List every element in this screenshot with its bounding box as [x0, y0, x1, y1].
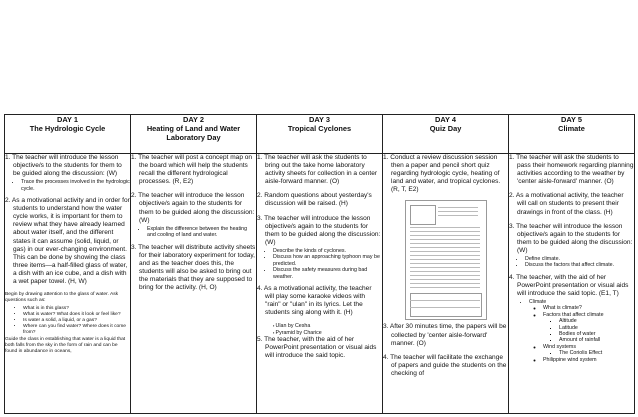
question-item: • Is water a solid, a liquid, or a gas?: [23, 318, 130, 324]
quiz-sheet-header-box: [410, 205, 436, 225]
quiz-sheet-line: [410, 287, 480, 288]
outline-item: ▪ Amount of rainfall: [559, 337, 634, 343]
note-text: Begin by drawing attention to the glass of water. Ask questions such as:: [5, 292, 119, 304]
step: 5. The teacher, with the aid of her PowerPoint presentation or visual aids will introduce the said topic.: [257, 336, 377, 360]
step: 3. The teacher will distribute activity sheets for their laboratory experiment for today, and as the teacher does this, the students will also be asked to bring out the materials that they are supposed to bring for the activity. (H, O): [131, 243, 256, 292]
quiz-sheet-line: [410, 255, 480, 256]
day-title: The Hydrologic Cycle: [29, 124, 106, 133]
song-item: ▪ Pyramid by Charice: [273, 330, 382, 336]
step: 2. Random questions about yesterday's discussion will be raised. (H): [257, 192, 372, 208]
outline-item: [529, 299, 634, 363]
step: 2. As a motivational activity and in order for students to understand how the water cycle works, it is important for them to review what they have already learned about water itself, and the different states it can assume (solid, liquid, or gas) in our ever-changing environment. This can be done by showing the class three items—a half-filled glass of water, a dish with an ice cube, and a dish with a wet paper towel. (H, W): [5, 197, 130, 286]
outline-item: ▪ Bodies of water: [559, 331, 634, 337]
day-4-header: [383, 115, 509, 154]
bullet-item: • Discuss the safety measures during bad weather.: [273, 267, 382, 280]
day-4-content: [383, 154, 509, 414]
outline-item: ◦ What is climate?: [543, 305, 634, 311]
day-3-header: [257, 115, 383, 154]
day-1-content: [5, 154, 131, 414]
day-5-header: [509, 115, 635, 154]
step: 4. The teacher will facilitate the exchange of papers and guide the students on the checking of: [383, 353, 507, 377]
quiz-sheet-line: [410, 239, 480, 240]
header-row: [5, 115, 635, 154]
quiz-sheet-line: [410, 259, 480, 260]
step: 4. The teacher, with the aid of her PowerPoint presentation or visual aids will introduce the said topic. (E1, T): [509, 273, 629, 298]
question-item: • Where can you find water? Where does it come from?: [23, 324, 130, 336]
bullet-item: • Define climate.: [525, 256, 634, 262]
quiz-sheet-line: [410, 267, 480, 268]
day-label: DAY 5: [561, 115, 582, 124]
quiz-sheet-line: [410, 235, 480, 236]
quiz-sheet-line: [410, 247, 480, 248]
quiz-sheet-line: [410, 275, 480, 276]
outline-item: ▪ Altitude: [559, 318, 634, 324]
outline-item: ▪ The Coriolis Effect: [559, 350, 634, 356]
bullet-item: • Describe the kinds of cyclones.: [273, 248, 382, 254]
bullet-list: [519, 256, 634, 269]
quiz-sheet-table: [410, 293, 482, 317]
bullet-item: • Trace the processes involved in the hydrologic cycle.: [21, 179, 130, 192]
bullet-item: • Discuss how an approaching typhoon may be predicted.: [273, 254, 382, 267]
outline-item: [543, 312, 634, 344]
day-1-header: [5, 115, 131, 154]
bullet-item: • Discuss the factors that affect climate.: [525, 262, 634, 268]
song-list: [265, 323, 382, 336]
outline-sublist: [535, 305, 634, 363]
quiz-sheet-line: [438, 207, 478, 208]
question-item: • What is in this glass?: [23, 306, 130, 312]
step: 4. As a motivational activity, the teacher will play some karaoke videos with "rain" or "ulan" in its lyrics. Let the students sing along with it. (H): [257, 284, 372, 317]
quiz-sheet-line: [410, 251, 480, 252]
step: 3. After 30 minutes time, the papers will be collected by 'center aisle-forward' manner. (O): [383, 323, 507, 347]
outline-item: [543, 344, 634, 357]
day-3-content: [257, 154, 383, 414]
quiz-sheet-line: [410, 231, 480, 232]
quiz-sheet-line: [410, 227, 480, 228]
topic-outline: [523, 299, 634, 363]
content-row: [5, 154, 635, 414]
bullet-list: [141, 226, 256, 239]
outline-label: Factors that affect climate: [543, 311, 604, 318]
step: 1. The teacher will ask the students to bring out the take home laboratory activity sheets for collection in a center aisle-forward manner. (O): [257, 154, 378, 186]
song-item: ▪ Ulan by Cesha: [273, 323, 382, 329]
outline-sublist: [551, 318, 634, 344]
note-text: Guide the class in establishing that water is a liquid that both falls from the sky in the form of rain and can be found in abundance in oceans,: [5, 337, 126, 355]
day-5-content: [509, 154, 635, 414]
step: 1. The teacher will introduce the lesson objective/s to the students for them to be guided along the discussion: (W): [5, 154, 122, 178]
step: 3. The teacher will introduce the lesson objective/s again to the students for them to be guided along the discussion: (W): [257, 214, 381, 246]
day-label: DAY 4: [435, 115, 456, 124]
bullet-item: • Explain the difference between the heating and cooling of land and water.: [147, 226, 256, 239]
quiz-sheet-image: [405, 200, 487, 320]
day-title: Tropical Cyclones: [287, 124, 352, 133]
outline-label: Climate: [529, 299, 547, 306]
bullet-list: [267, 248, 382, 280]
day-label: DAY 2: [183, 115, 204, 124]
step: 2. The teacher will introduce the lesson objective/s again to the students for them to be guided along the discussion: (W): [131, 192, 255, 224]
day-title: Quiz Day: [429, 124, 462, 133]
day-title: Climate: [558, 124, 585, 133]
day-2-content: [131, 154, 257, 414]
step: 3. The teacher will introduce the lesson objective/s again to the students for them to be guided along the discussion: (W): [509, 222, 633, 254]
step: 1. The teacher will post a concept map on the board which will help the students recall the different hydrological processes. (R, E2): [131, 154, 253, 186]
step: 1. Conduct a review discussion session then a paper and pencil short quiz regarding hydrologic cycle, heating of land and water, and tropical cyclones. (R, T, E2): [383, 154, 501, 194]
day-label: DAY 1: [57, 115, 78, 124]
quiz-sheet-line: [410, 307, 480, 308]
bullet-list: [15, 179, 130, 192]
lesson-plan-table: [4, 114, 635, 414]
question-list: [17, 306, 130, 336]
quiz-sheet-line: [410, 300, 480, 301]
step: 2. As a motivational activity, the teacher will call on students to present their drawings in front of the class. (H): [509, 192, 624, 216]
quiz-sheet-line: [438, 211, 478, 212]
quiz-sheet-line: [410, 263, 480, 264]
quiz-sheet-line: [410, 279, 480, 280]
day-label: DAY 3: [309, 115, 330, 124]
outline-label: Wind systems: [543, 343, 576, 350]
quiz-sheet-line: [438, 215, 478, 216]
question-item: • What is water? What does it look or feel like?: [23, 312, 130, 318]
quiz-sheet-line: [410, 243, 480, 244]
step: 1. The teacher will ask the students to pass their homework regarding planning activities according to the weather by 'center aisle-forward' manner. (O): [509, 154, 634, 186]
quiz-sheet-line: [410, 271, 480, 272]
day-title: Heating of Land and Water Laboratory Day: [146, 124, 241, 142]
day-2-header: [131, 115, 257, 154]
outline-item: ◦ Philippine wind system: [543, 357, 634, 363]
outline-item: ▪ Latitude: [559, 325, 634, 331]
quiz-sheet-line: [410, 283, 480, 284]
